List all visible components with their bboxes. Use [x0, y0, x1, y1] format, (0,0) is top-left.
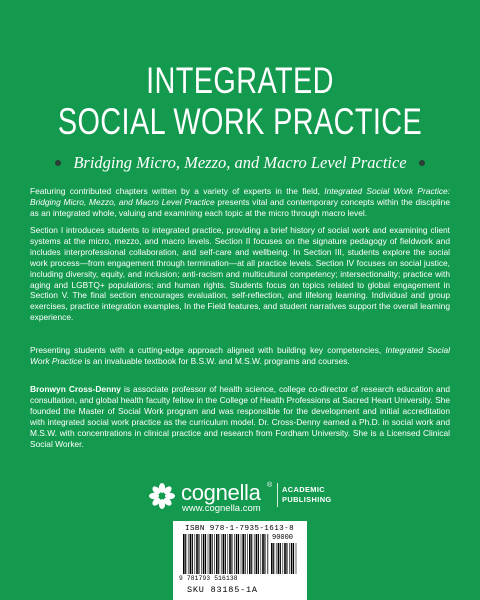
cognella-flower-icon	[148, 482, 176, 510]
blurb-book-title: Integrated Social Work Practice	[30, 345, 451, 366]
blurb-text: is an invaluable textbook for B.S.W. and M.S.W. programs and courses.	[82, 355, 350, 366]
author-bio	[30, 384, 450, 449]
sku-number: SKU 83185-1A	[187, 585, 258, 595]
bullet-dot-icon	[55, 160, 61, 166]
barcode-digits: 9 781793 516138	[179, 575, 238, 582]
author-name: Bronwyn Cross-Denny	[30, 384, 121, 394]
barcode-panel	[173, 521, 307, 600]
blurb-paragraph-3	[30, 345, 450, 367]
book-title-line1: INTEGRATED	[146, 60, 334, 101]
publisher-tagline-1: ACADEMIC	[282, 485, 326, 494]
blurb-paragraph-2: Section I introduces students to integrated practice, providing a brief history of social work and examining client systems at the micro, mezzo, and macro levels. Section II focuses on the signature pedagogy of fieldwork and includes interprofessional collaboration, and self-care and wellbeing. In Section III, students explore the social work process—from engagement through termination—at all practice levels. Section IV focuses on social justice, including diversity, equity, and inclusion; anti-racism and multicultural competency; intersectionality; practice with aging and LGBTQ+ populations; and human rights. Students focus on topics related to global engagement in Section V. The final section encourages evaluation, self-reflection, and lifelong learning. Individual and group exercises, practice integration examples, In the Field features, and student narratives support the overall learning experience.	[30, 225, 450, 323]
author-bio-text: is associate professor of health science, college co-director of research education and consultation, and global health faculty fellow in the College of Health Professions at Sacred Heart University. She founded the Master of Social Work program and was responsible for the development and initial accreditation with integrated social work practice as the curriculum model. Dr. Cross-Denny earned a Ph.D. in social work and M.S.W. with concentrations in clinical practice and research from Fordham University. She is a Licensed Clinical Social Worker.	[30, 384, 450, 449]
book-title-line2: SOCIAL WORK PRACTICE	[57, 101, 423, 142]
publisher-website: www.cognella.com	[182, 503, 261, 514]
ean-barcode-icon	[183, 534, 269, 574]
price-addon-number: 90000	[272, 534, 294, 542]
subtitle-row	[30, 150, 450, 176]
blurb-book-title: Integrated Social Work Practice: Bridging Micro, Mezzo, and Macro Level Practice	[30, 186, 450, 207]
isbn-number: ISBN 978-1-7935-1613-8	[185, 525, 295, 533]
blurb-paragraph-1	[30, 186, 450, 219]
trademark-symbol: ®	[267, 482, 273, 489]
blurb-text: Presenting students with a cutting-edge approach aligned with building key competencies,	[30, 345, 386, 355]
book-subtitle: Bridging Micro, Mezzo, and Macro Level Practice	[73, 153, 407, 172]
publisher-wordmark: cognella	[181, 480, 261, 505]
logo-divider	[277, 483, 278, 507]
bullet-dot-icon	[419, 160, 425, 166]
publisher-tagline-2: PUBLISHING	[282, 495, 332, 504]
blurb-text: presents vital and contemporary concepts within the discipline as an integrated whole, valuing and examining each topic at the micro through macro level.	[30, 196, 450, 218]
addon-barcode-icon	[271, 543, 297, 574]
blurb-text: Featuring contributed chapters written by a variety of experts in the field,	[30, 186, 325, 196]
